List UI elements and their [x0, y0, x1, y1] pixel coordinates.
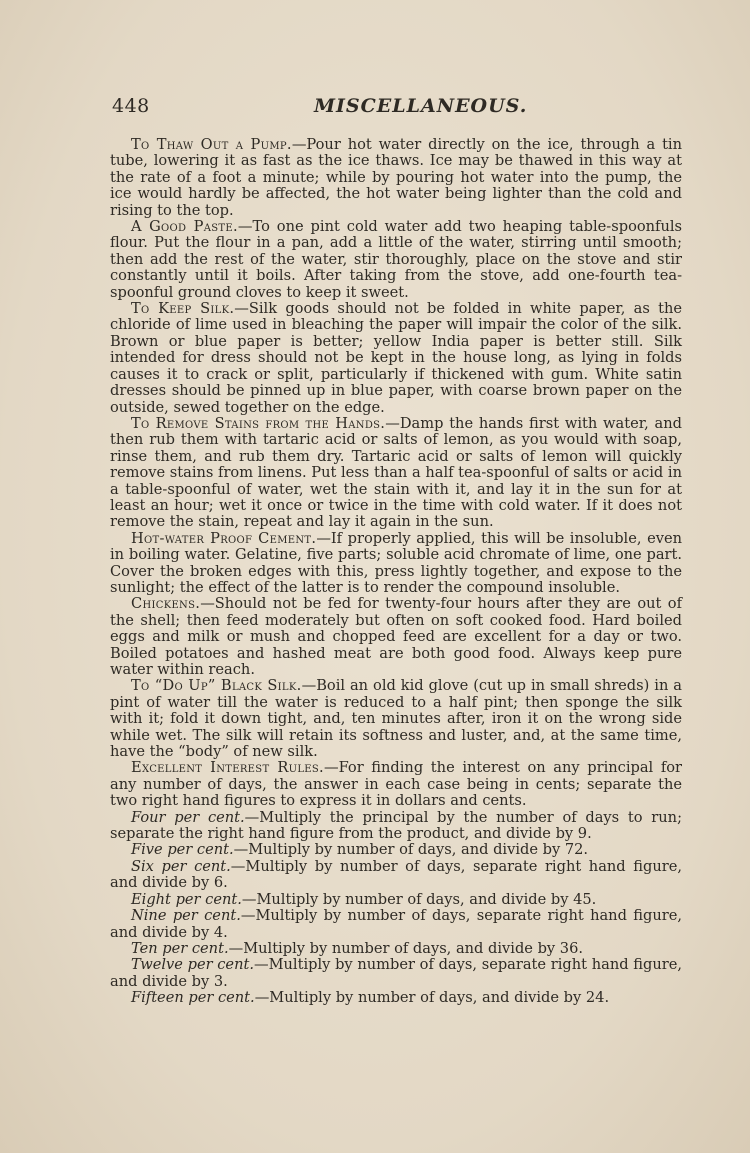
paragraph-text: —Damp the hands first with water, and then rub them with tartaric acid or salts of lemon, as you would with soap, rinse them, and rub them dry. Tartaric acid or salts of lemon will quickly remove stains from linens. Put less than a half tea-spoonful of salts or acid in a table-spoonful of water, wet the stain with it, and lay it in the sun for at least an hour; wet it once or twice in the time with cold water. If it does not remove the stain, repeat and lay it again in the sun. [110, 414, 682, 531]
paragraph-remove-stains [110, 416, 682, 531]
paragraph-rate-nine [110, 908, 682, 941]
paragraph-text: —Pour hot water directly on the ice, through a tin tube, lowering it as fast as the ice thaws. Ice may be thawed in this way at the rate of a foot a minute; while by pouring hot water into the pump, the ice would hardly be affected, the hot water being lighter than the cold and rising to the top. [110, 136, 682, 219]
paragraph-heading: Fifteen per cent. [131, 989, 255, 1007]
page-number: 448 [112, 95, 150, 117]
paragraph-heading: A Good Paste. [131, 218, 238, 236]
paragraph-good-paste [110, 219, 682, 301]
paragraph-heading: To Remove Stains from the Hands. [131, 414, 386, 432]
paragraph-heading: Twelve per cent. [131, 956, 254, 974]
paragraph-keep-silk [110, 301, 682, 416]
running-head: MISCELLANEOUS. [314, 95, 528, 117]
paragraph-interest-rules [110, 760, 682, 809]
paragraph-heading: Six per cent. [131, 857, 231, 875]
paragraph-text: —Should not be fed for twenty-four hours after they are out of the shell; then feed moderately but often on soft cooked food. Hard boiled eggs and milk or mush and chopped feed are excellent for a day or two. Boiled potatoes and hashed meat are both good food. Always keep pure water within reach. [110, 595, 682, 678]
paragraph-text: —Multiply by number of days, separate right hand figure, and divide by 4. [110, 907, 682, 941]
paragraph-rate-four [110, 810, 682, 843]
paragraph-text: —To one pint cold water add two heaping table-spoonfuls flour. Put the flour in a pan, add a little of the water, stirring until smooth; then add the rest of the water, stir thoroughly, place on the stove and stir constantly until it boils. After taking from the stove, add one-fourth tea-spoonful ground cloves to keep it sweet. [110, 218, 682, 301]
paragraph-text: —If properly applied, this will be insoluble, even in boiling water. Gelatine, five parts; soluble acid chromate of lime, one part. Cover the broken edges with this, press lightly together, and expose to the sunlight; the effect of the latter is to render the compound insoluble. [110, 529, 683, 596]
paragraph-text: —Multiply by number of days, and divide by 24. [254, 989, 610, 1007]
paragraph-text: —Multiply by number of days, and divide by 72. [233, 841, 589, 859]
paragraph-thaw-pump [110, 137, 682, 219]
paragraph-rate-fifteen [110, 990, 682, 1006]
paragraph-black-silk [110, 678, 682, 760]
paragraph-proof-cement [110, 531, 682, 597]
paragraph-text: —For finding the interest on any principal for any number of days, the answer in each case being in cents; separate the two right hand figures to express it in dollars and cents. [110, 759, 682, 810]
paragraph-rate-twelve [110, 957, 682, 990]
paragraph-text: —Multiply by number of days, separate right hand figure, and divide by 3. [110, 956, 682, 990]
paragraph-heading: Hot-water Proof Cement. [131, 529, 317, 547]
page-body [110, 137, 682, 1007]
paragraph-heading: Nine per cent. [131, 907, 241, 925]
paragraph-heading: Excellent Interest Rules. [131, 759, 324, 777]
paragraph-text: —Multiply by number of days, and divide by 45. [241, 890, 597, 908]
paragraph-heading: To Thaw Out a Pump. [131, 136, 292, 153]
paragraph-heading: Eight per cent. [131, 890, 242, 908]
page-header [112, 95, 682, 125]
paragraph-heading: Five per cent. [131, 841, 234, 859]
paragraph-chickens [110, 596, 682, 678]
paragraph-rate-six [110, 859, 682, 892]
paragraph-heading: Ten per cent. [131, 939, 229, 957]
paragraph-rate-five [110, 842, 682, 858]
paragraph-text: —Multiply by number of days, separate right hand figure, and divide by 6. [110, 857, 682, 892]
paragraph-heading: To Keep Silk. [131, 300, 235, 318]
paragraph-heading: Chickens. [131, 595, 201, 613]
paragraph-heading: Four per cent. [131, 808, 245, 826]
paragraph-text: —Multiply by number of days, and divide by 36. [228, 939, 584, 957]
paragraph-rate-ten [110, 941, 682, 957]
paragraph-rate-eight [110, 892, 682, 908]
paragraph-text: —Silk goods should not be folded in white paper, as the chloride of lime used in bleaching the paper will impair the color of the silk. Brown or blue paper is better; yellow India paper is better still. Silk intended for dress should not be kept in the house long, as lying in folds causes it to crack or split, particularly if thickened with gum. White satin dresses should be pinned up in blue paper, with coarse brown paper on the outside, sewed together on the edge. [110, 300, 682, 416]
paragraph-text: —Multiply the principal by the number of days to run; separate the right hand figure from the product, and divide by 9. [110, 808, 682, 843]
paragraph-text: —Boil an old kid glove (cut up in small shreds) in a pint of water till the water is reduced to a half pint; then sponge the silk with it; fold it down tight, and, ten minutes after, iron it on the wrong side while wet. The silk will retain its softness and luster, and, at the same time, have the “body” of new silk. [110, 677, 682, 761]
paragraph-heading: To “Do Up” Black Silk. [131, 677, 302, 695]
